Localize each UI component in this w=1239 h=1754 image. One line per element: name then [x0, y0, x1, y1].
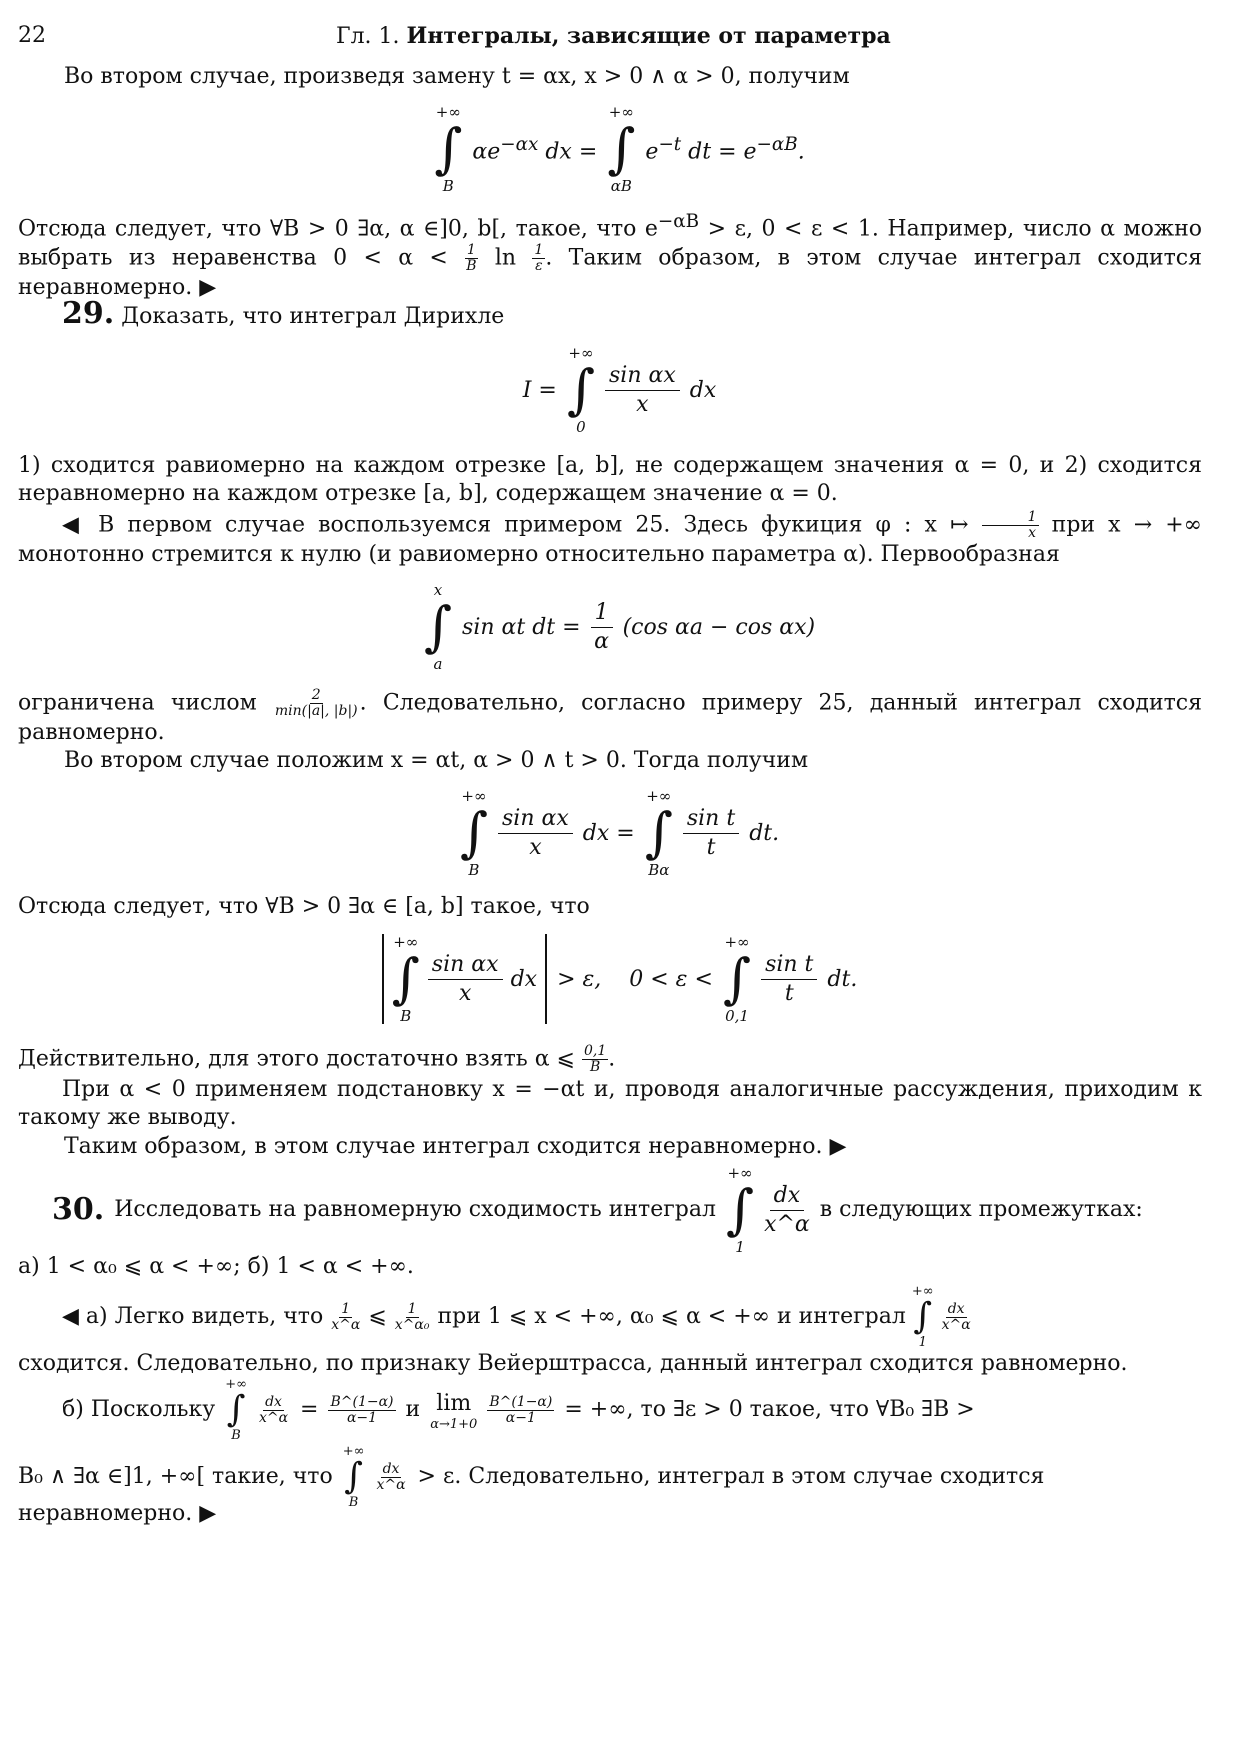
formula-antiderivative: x ∫ a sin αt dt = $\frac{1}{\alpha}$ (cos αa − cos αx) — [423, 581, 816, 673]
integral-sign: +∞ ∫ B — [434, 103, 463, 195]
paragraph-negative: При α < 0 применяем подстановку x = −αt и, проводя аналогичные рассуждения, приходим к такому же выводу. — [18, 1077, 1202, 1130]
paragraph-bounded: ограничена числом $\frac{2}{\min(|a|, |b|)}$ . Следовательно, согласно примеру 25, данный интеграл сходится равномерно. — [18, 687, 1202, 745]
problem-statement: Доказать, что интеграл Дирихле — [121, 304, 505, 329]
formula-dirichlet: I = +∞ ∫ 0 $\frac{\text{sin αx}}{x}$ dx — [522, 344, 717, 436]
paragraph-hence: Отсюда следует, что ∀B > 0 ∃α, α ∈]0, b[, такое, что $e^{-\alpha B} > \varepsilon$, 0 < ε < 1. Например, число α можно выбрать из неравенства 0 < α < $\frac{1}{B}$ ln $\frac{1}{\varepsilon}$ . Таким образом, в этом случае интеграл сходится неравномерно. ▶ — [18, 211, 1202, 301]
problem-statement: Исследовать на равномерную сходимость интеграл — [114, 1197, 716, 1222]
intro-line: Во втором случае, произведя замену t = αx, x > 0 ∧ α > 0, получим — [64, 64, 850, 89]
page-number: 22 — [18, 23, 46, 48]
problem-29-heading — [62, 296, 505, 331]
integral-sign: +∞ ∫ αB — [607, 103, 636, 195]
problem-29-conditions: 1) сходится равиомерно на каждом отрезке [a, b], не содержащем значения α = 0, и 2) сходится неравномерно на каждом отрезке [a, b], содержащем значение α = 0. — [18, 453, 1202, 506]
formula-inequality: +∞ ∫ B $\frac{\text{sin αx}}{x}$ dx > ε, 0 < ε < +∞ ∫ 0,1 $\frac{\text{sin t}}{t}$ dt. — [0, 932, 1239, 1024]
problem-30-cases: а) 1 < α₀ ⩽ α < +∞; б) 1 < α < +∞. — [18, 1254, 414, 1279]
chapter-prefix: Гл. 1. — [336, 24, 400, 49]
solution-30-b: б) Поскольку +∞ ∫ B $\frac{dx}{x\^{}\alpha}$ = $\frac{B\^{}(1-\alpha)}{\alpha-1}$ и lim α→1+0 $\frac{B\^{}(1-\alpha)}{\alpha-1}$ = +∞, то ∃ε > 0 такое, что ∀B₀ ∃B > — [62, 1377, 975, 1443]
solution-30-a-cont: сходится. Следовательно, по признаку Вейерштрасса, данный интеграл сходится равномерно. — [18, 1351, 1128, 1376]
problem-30-heading: 30. Исследовать на равномерную сходимость интеграл +∞ ∫ 1 $\frac{dx}{x\^{}\alpha}$ в следующих промежутках: — [52, 1164, 1143, 1256]
formula-substitution: +∞ ∫ B $\alpha e^{-\alpha x}$ dx = +∞ ∫ αB $e^{-t}$ dt = $e^{-\alpha B}$. — [434, 103, 805, 195]
running-header — [336, 22, 891, 51]
problem-number: 29. — [62, 296, 115, 331]
paragraph-indeed: Действительно, для этого достаточно взять α ⩽ $\frac{0,1}{B}$ . — [18, 1043, 616, 1075]
chapter-title: Интегралы, зависящие от параметра — [406, 23, 891, 49]
formula-substitution-2: +∞ ∫ B $\frac{\text{sin αx}}{x}$ dx = +∞ ∫ Bα $\frac{\text{sin t}}{t}$ dt. — [459, 787, 780, 879]
solution-30-b-cont: B₀ ∧ ∃α ∈]1, +∞[ такие, что +∞ ∫ B $\frac{dx}{x\^{}\alpha}$ > ε. Следовательно, интеграл в этом случае сходится — [18, 1444, 1045, 1510]
solution-29-case1: ◀ В первом случае воспользуемся примером 25. Здесь фукиция φ : x ↦ $\frac{1}{x}$ при x → +∞ монотонно стремится к нулю (и равиомерно относительно параметра α). Первообразная — [18, 509, 1202, 567]
paragraph-conclusion-29: Таким образом, в этом случае интеграл сходится неравномерно. ▶ — [64, 1134, 847, 1159]
solution-30-b-end: неравномерно. ▶ — [18, 1501, 217, 1526]
paragraph-hence-2: Отсюда следует, что ∀B > 0 ∃α ∈ [a, b] такое, что — [18, 894, 590, 919]
paragraph-case2: Во втором случае положим x = αt, α > 0 ∧ t > 0. Тогда получим — [64, 748, 809, 773]
solution-30-a: ◀ а) Легко видеть, что $\frac{1}{x\^{}\alpha}$ ⩽ $\frac{1}{\text{x\textasciicircum{}α₀}}$ при 1 ⩽ x < +∞, α₀ ⩽ α < +∞ и интеграл +∞ ∫ 1 $\frac{dx}{x\^{}\alpha}$ — [62, 1284, 971, 1350]
problem-number: 30. — [52, 1192, 105, 1227]
